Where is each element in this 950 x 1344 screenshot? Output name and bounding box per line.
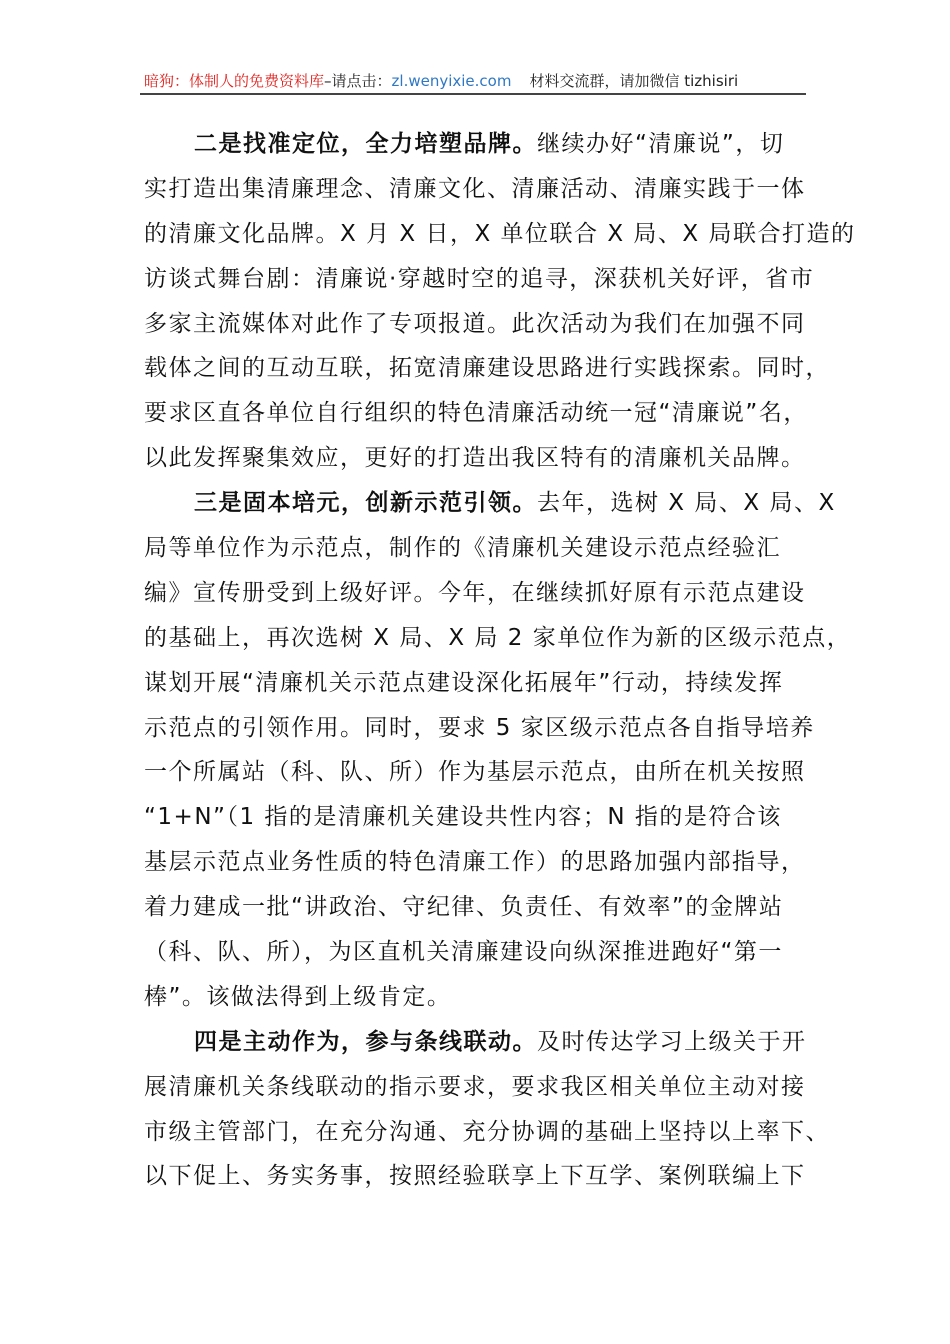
paragraph-1-line: 的清廉文化品牌。X 月 X 日，X 单位联合 X 局、X 局联合打造的 xyxy=(144,220,856,247)
paragraph-2-line: 着力建成一批“讲政治、守纪律、负责任、有效率”的金牌站 xyxy=(144,894,784,921)
paragraph-2-line: 局等单位作为示范点，制作的《清廉机关建设示范点经验汇 xyxy=(144,535,781,562)
paragraph-1-line: 多家主流媒体对此作了专项报道。此次活动为我们在加强不同 xyxy=(144,310,806,337)
watermark-header xyxy=(144,70,806,92)
paragraph-2-line: “1+N”（1 指的是清廉机关建设共性内容；N 指的是符合该 xyxy=(144,804,782,831)
site-link[interactable]: zl.wenyixie.com xyxy=(391,72,512,90)
click-prompt: –请点击： xyxy=(324,72,392,90)
paragraph-2-line: 编》宣传册受到上级好评。今年，在继续抓好原有示范点建设 xyxy=(144,579,806,606)
paragraph-1-lead: 二是找准定位，全力培塑品牌。 xyxy=(194,131,537,157)
paragraph-2-line: 基层示范点业务性质的特色清廉工作）的思路加强内部指导， xyxy=(144,849,806,876)
paragraph-2-line: 棒”。该做法得到上级肯定。 xyxy=(144,983,452,1010)
paragraph-2-line-1: 三是固本培元，创新示范引领。去年，选树 X 局、X 局、X xyxy=(194,490,836,517)
paragraph-1-line: 以此发挥聚集效应，更好的打造出我区特有的清廉机关品牌。 xyxy=(144,445,806,472)
site-name: 暗狗：体制人的免费资料库 xyxy=(144,72,325,90)
paragraph-3-lead: 四是主动作为，参与条线联动。 xyxy=(194,1028,537,1055)
paragraph-2-line: 示范点的引领作用。同时，要求 5 家区级示范点各自指导培养 xyxy=(144,714,815,741)
paragraph-3-line: 展清廉机关条线联动的指示要求，要求我区相关单位主动对接 xyxy=(144,1073,806,1100)
paragraph-2-line: （科、队、所），为区直机关清廉建设向纵深推进跑好“第一 xyxy=(144,939,783,966)
paragraph-1-line: 访谈式舞台剧：清廉说·穿越时空的追寻，深获机关好评，省市 xyxy=(144,265,815,292)
wechat-contact: 材料交流群，请加微信 tizhisiri xyxy=(529,72,739,90)
paragraph-3-line: 市级主管部门，在充分沟通、充分协调的基础上坚持以上率下、 xyxy=(144,1118,830,1145)
paragraph-2-line: 的基础上，再次选树 X 局、X 局 2 家单位作为新的区级示范点， xyxy=(144,624,852,651)
paragraph-2-line: 谋划开展“清廉机关示范点建设深化拓展年”行动，持续发挥 xyxy=(144,669,784,696)
paragraph-1-line: 载体之间的互动互联，拓宽清廉建设思路进行实践探索。同时， xyxy=(144,355,830,382)
paragraph-1-line-1: 二是找准定位，全力培塑品牌。继续办好“清廉说”，切 xyxy=(194,131,785,157)
paragraph-1-line: 要求区直各单位自行组织的特色清廉活动统一冠“清廉说”名， xyxy=(144,400,808,427)
paragraph-2-line: 一个所属站（科、队、所）作为基层示范点，由所在机关按照 xyxy=(144,759,806,786)
paragraph-1-line: 实打造出集清廉理念、清廉文化、清廉活动、清廉实践于一体 xyxy=(144,175,806,202)
header-divider xyxy=(140,93,806,95)
document-body xyxy=(144,122,856,1199)
paragraph-2-lead: 三是固本培元，创新示范引领。 xyxy=(194,490,537,517)
paragraph-3-line: 以下促上、务实务事，按照经验联享上下互学、案例联编上下 xyxy=(144,1163,806,1190)
paragraph-3-line-1: 四是主动作为，参与条线联动。及时传达学习上级关于开 xyxy=(194,1028,807,1055)
